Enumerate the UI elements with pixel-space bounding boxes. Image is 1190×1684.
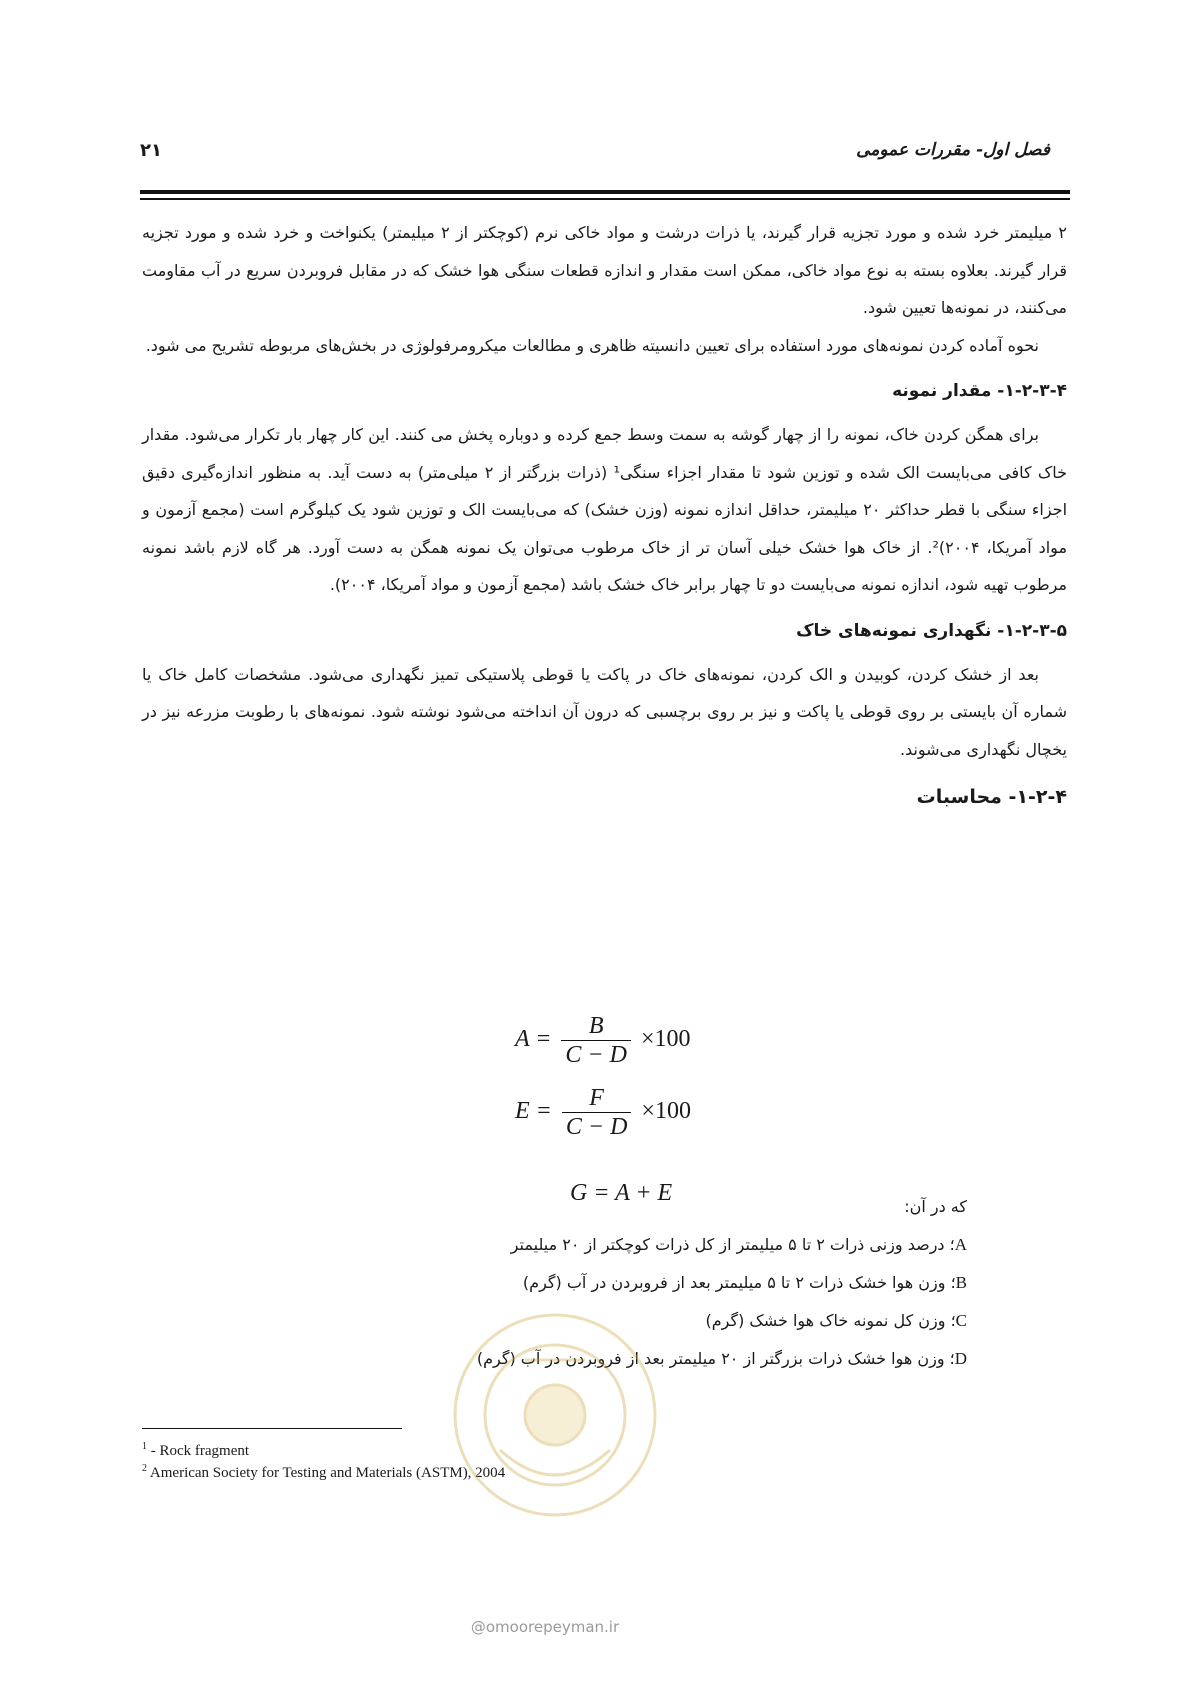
paragraph: ۲ میلیمتر خرد شده و مورد تجزیه قرار گیرند، یا ذرات درشت و مواد خاکی نرم (کوچکتر از ۲ میلیمتر) یکنواخت و خرد شده و مورد تجزیه قرار گیرند. بعلاوه بسته به نوع مواد خاکی، ممکن است مقدار و اندازه قطعات سنگی هوا خشک که در مقابل فروبردن سریع در آب مقاومت می‌کنند، در نمونه‌ها تعیین شود. <box>142 223 1067 317</box>
header-rule-thin <box>140 198 1070 200</box>
definition-text: ؛ وزن هوا خشک ذرات ۲ تا ۵ میلیمتر بعد از فروبردن در آب (گرم) <box>522 1273 956 1292</box>
equation-a <box>515 1012 691 1069</box>
numerator: B <box>561 1012 631 1041</box>
definition-text: ؛ وزن کل نمونه خاک هوا خشک (گرم) <box>705 1311 956 1330</box>
page-number: ۲۱ <box>140 140 162 161</box>
equation-lhs: A = <box>515 1026 552 1053</box>
fraction <box>562 1084 632 1141</box>
fraction <box>561 1012 631 1069</box>
watermark-logo <box>440 1300 670 1530</box>
definition-symbol: C <box>955 1311 967 1330</box>
body-text <box>142 214 1067 824</box>
definition-item <box>477 1264 967 1302</box>
footnote-rule <box>142 1428 402 1429</box>
footnote-text: - Rock fragment <box>147 1443 250 1459</box>
definition-text: ؛ وزن هوا خشک ذرات بزرگتر از ۲۰ میلیمتر بعد از فروبردن در آب (گرم) <box>476 1349 955 1368</box>
page-header <box>140 140 1050 170</box>
definition-symbol: D <box>954 1349 967 1368</box>
section-heading: ۱-۲-۴- محاسبات <box>916 786 1067 808</box>
equation-rhs: ×100 <box>640 1026 691 1053</box>
definition-item <box>477 1226 967 1264</box>
denominator: C − D <box>565 1114 628 1140</box>
definition-symbol: A <box>954 1235 967 1254</box>
denominator: C − D <box>565 1042 627 1068</box>
definition-symbol: B <box>955 1273 967 1292</box>
equation-g: G = A + E <box>570 1180 673 1206</box>
header-rule-thick <box>140 190 1070 194</box>
section-heading: ۱-۲-۳-۵- نگهداری نمونه‌های خاک <box>796 620 1067 641</box>
paragraph: برای همگن کردن خاک، نمونه را از چهار گوشه به سمت وسط جمع کرده و دوباره پخش می کنند. این کار چهار بار تکرار می‌شود. مقدار خاک کافی می‌بایست الک شده و توزین شود تا مقدار اجزاء سنگی¹ (ذرات بزرگتر از ۲ میلی‌متر) به دست آید. به منظور اندازه‌گیری دقیق اجزاء سنگی با قطر حداکثر ۲۰ میلیمتر، حداقل اندازه نمونه (وزن خشک) که می‌بایست الک و توزین شود یک کیلوگرم است (مجمع آزمون و مواد آمریکا، ۲۰۰۴)². از خاک هوا خشک خیلی آسان تر از خاک مرطوب می‌توان یک نمونه همگن به دست آورد. هر گاه لازم باشد نمونه مرطوب تهیه شود، اندازه نمونه می‌بایست دو تا چهار برابر خاک خشک باشد (مجمع آزمون و مواد آمریکا، ۲۰۰۴). <box>142 425 1068 594</box>
equation-rhs: ×100 <box>641 1098 691 1125</box>
paragraph: بعد از خشک کردن، کوبیدن و الک کردن، نمونه‌های خاک در پاکت یا قوطی پلاستیکی تمیز نگهداری می‌شود. مشخصات کامل خاک یا شماره آن بایستی بر روی قوطی یا پاکت و نیز بر روی برچسبی که درون آن انداخته می‌شود نوشته شود. نمونه‌های با رطوبت مزرعه نیز در یخچال نگهداری می‌شوند. <box>142 664 1067 759</box>
paragraph: نحوه آماده کردن نمونه‌های مورد استفاده برای تعیین دانسیته ظاهری و مطالعات میکرومرفولوژی در بخش‌های مربوطه تشریح می شود. <box>145 335 1039 355</box>
equation-lhs: E = <box>515 1098 552 1125</box>
section-heading: ۱-۲-۳-۴- مقدار نمونه <box>892 381 1067 401</box>
footnote-number: 2 <box>142 1463 147 1474</box>
definition-text: ؛ درصد وزنی ذرات ۲ تا ۵ میلیمتر از کل ذرات کوچکتر از ۲۰ میلیمتر <box>510 1235 955 1254</box>
equation-e <box>515 1084 691 1141</box>
footnote-number: 1 <box>142 1441 147 1452</box>
chapter-title: فصل اول- مقررات عمومی <box>856 140 1050 160</box>
numerator: F <box>562 1084 632 1113</box>
footnote-text: American Society for Testing and Materials (ASTM), 2004 <box>147 1465 506 1481</box>
watermark-site: @omoorepeyman.ir <box>470 1618 620 1636</box>
definitions-intro: که در آن: <box>904 1197 967 1216</box>
